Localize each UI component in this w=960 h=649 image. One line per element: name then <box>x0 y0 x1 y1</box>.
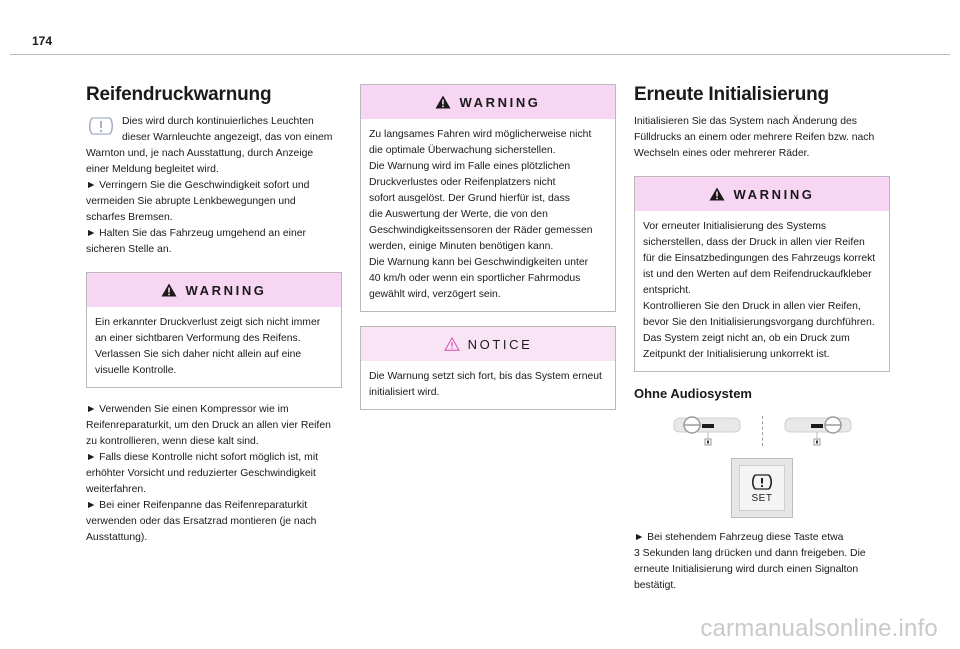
set-button <box>731 458 793 518</box>
page-number: 174 <box>32 34 53 48</box>
dashboard-location-illustration <box>634 414 890 446</box>
intro-text-full: Warnton und, je nach Ausstattung, durch Anzeige einer Meldung begleitet wird. <box>86 148 314 175</box>
subsection-title-ohne-audiosystem: Ohne Audiosystem <box>634 386 752 401</box>
section-title-erneute-initialisierung: Erneute Initialisierung <box>634 84 829 105</box>
warning-box-druckverlust <box>86 272 342 388</box>
steering-wheel-left-icon <box>672 414 742 446</box>
reinit-instruction: ► Bei stehendem Fahrzeug diese Taste etwa 3 Sekunden lang drücken und dann freigeben. Die erneute Initialisierung wird durch einen Signalton bestätigt. <box>634 532 866 591</box>
warning-title: WARNING <box>459 94 541 110</box>
column-right <box>634 84 890 594</box>
warning-box-body: Vor erneuter Initialisierung des Systems sicherstellen, dass der Druck in allen vier Reifen für die Einsatzbedingungen des Fahrzeugs korrekt ist und den Werten auf dem Reifendruckaufkleber entspricht. Kontrollieren Sie den Druck in allen vier Reifen, bevor Sie den Initialisierungsvorgang durchführen. Das System zeigt nicht an, ob ein Druck zum Zeitpunkt der Initialisierung unkorrekt ist. <box>643 221 876 360</box>
header-rule <box>10 54 950 55</box>
tire-pressure-warning-icon <box>751 473 773 491</box>
notice-box-header <box>361 327 615 361</box>
warning-title: WARNING <box>185 282 267 298</box>
set-button-face <box>739 465 785 511</box>
notice-triangle-icon <box>444 337 460 351</box>
warning-box-langsam <box>360 84 616 312</box>
warning-box-header <box>635 177 889 211</box>
notice-title: NOTICE <box>467 336 533 352</box>
bullet-list-2: ► Verwenden Sie einen Kompressor wie im Reifenreparaturkit, um den Druck an allen vier Reifen zu kontrollieren, wenn diese kalt sind. ► Falls diese Kontrolle nicht sofort möglich ist, mit erhöhter Vorsicht und reduzierter Geschwindigkeit weiterfahren. ► Bei einer Reifenpanne das Reifenreparaturkit verwenden oder das Ersatzrad montieren (je nach Ausstattung). <box>86 404 331 543</box>
reinit-intro: Initialisieren Sie das System nach Änderung des Fülldrucks an einem oder mehrere Reifen bzw. nach Wechseln eines oder mehrerer Räder. <box>634 116 875 159</box>
tire-pressure-warning-icon <box>86 115 116 137</box>
set-label: SET <box>751 492 773 504</box>
notice-box <box>360 326 616 410</box>
steering-wheel-right-icon <box>783 414 853 446</box>
intro-text-indented: Dies wird durch kontinuierliches Leuchten dieser Warnleuchte angezeigt, das von einem <box>122 116 333 143</box>
notice-box-body: Die Warnung setzt sich fort, bis das System erneut initialisiert wird. <box>369 371 602 398</box>
column-middle <box>360 84 616 424</box>
warning-box-initialisierung <box>634 176 890 372</box>
warning-box-body: Zu langsames Fahren wird möglicherweise nicht die optimale Überwachung sicherstellen. Die Warnung wird im Falle eines plötzlichen Druckverlustes oder Reifenplatzers nicht sofort ausgelöst. Der Grund hierfür ist, dass die Auswertung der Werte, die von den Geschwindigkeitssensoren der Räder gemessen werden, einige Minuten benötigen kann. Die Warnung kann bei Geschwindigkeiten unter 40 km/h oder wenn ein sportlicher Fahrmodus gewählt wird, verzögert sein. <box>369 129 593 300</box>
warning-title: WARNING <box>733 186 815 202</box>
section-title-reifendruckwarnung: Reifendruckwarnung <box>86 84 272 105</box>
set-button-illustration <box>634 458 890 518</box>
warning-box-header <box>361 85 615 119</box>
bullet-list-1: ► Verringern Sie die Geschwindigkeit sofort und vermeiden Sie abrupte Lenkbewegungen und scharfes Bremsen. ► Halten Sie das Fahrzeug umgehend an einer sicheren Stelle an. <box>86 180 310 255</box>
warning-triangle-icon <box>435 95 451 109</box>
warning-triangle-icon <box>161 283 177 297</box>
warning-box-header <box>87 273 341 307</box>
divider-line <box>762 416 763 446</box>
column-left <box>86 84 342 546</box>
intro-paragraph <box>86 114 342 178</box>
warning-triangle-icon <box>709 187 725 201</box>
watermark: carmanualsonline.info <box>700 615 938 642</box>
warning-box-body: Ein erkannter Druckverlust zeigt sich nicht immer an einer sichtbaren Verformung des Reifens. Verlassen Sie sich daher nicht allein auf eine visuelle Kontrolle. <box>95 317 321 376</box>
